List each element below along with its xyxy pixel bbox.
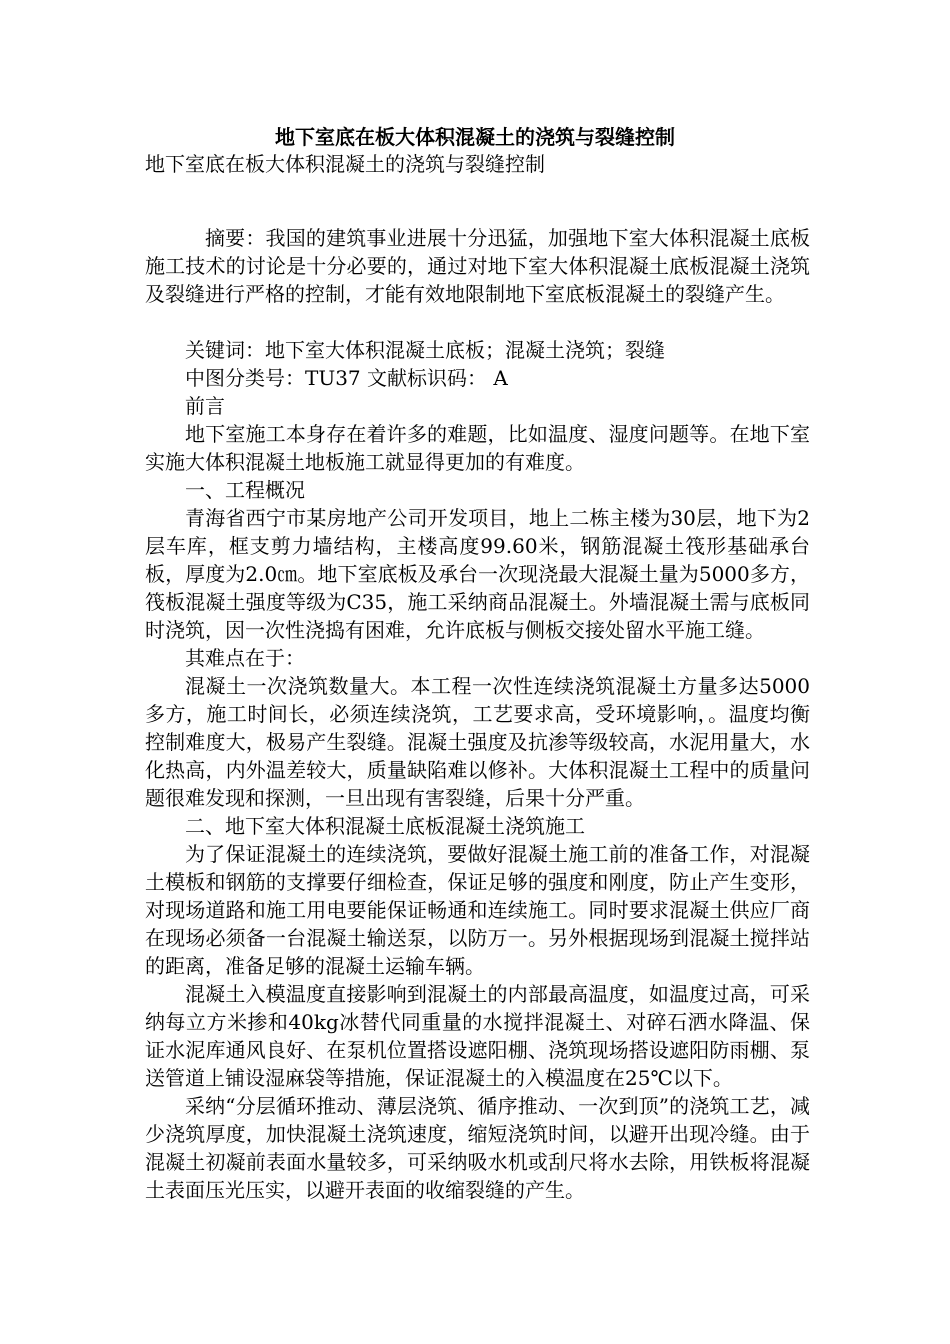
difficulty-paragraph: 混凝土一次浇筑数量大。本工程一次性连续浇筑混凝土方量多达5000多方，施工时间长，必须连续浇筑，工艺要求高，受环境影响，。温度均衡控制难度大，极易产生裂缝。混凝土强度及抗渗等级较高，水泥用量大，水化热高，内外温差较大，质量缺陷难以修补。大体积混凝土工程中的质量问题很难发现和探测，一旦出现有害裂缝，后果十分严重。 [145,674,810,810]
preface-paragraph: 地下室施工本身存在着许多的难题，比如温度、湿度问题等。在地下室实施大体积混凝土地板施工就显得更加的有难度。 [145,422,810,474]
section1-paragraph: 青海省西宁市某房地产公司开发项目，地上二栋主楼为30层，地下为2层车库，框支剪力墙结构，主楼高度99.60米，钢筋混凝土筏形基础承台板，厚度为2.0㎝。地下室底板及承台一次现浇最大混凝土量为5000多方，筏板混凝土强度等级为C35，施工采纳商品混凝土。外墙混凝土需与底板同时浇筑，因一次性浇捣有困难，允许底板与侧板交接处留水平施工缝。 [145,506,810,642]
section2-paragraph-3: 采纳“分层循环推动、薄层浇筑、循序推动、一次到顶”的浇筑工艺，减少浇筑厚度，加快混凝土浇筑速度，缩短浇筑时间，以避开出现冷缝。由于混凝土初凝前表面水量较多，可采纳吸水机或刮尺将水去除，用铁板将混凝土表面压光压实，以避开表面的收缩裂缝的产生。 [145,1094,810,1202]
document-subtitle: 地下室底在板大体积混凝土的浇筑与裂缝控制 [145,152,545,176]
section2-paragraph-2: 混凝土入模温度直接影响到混凝土的内部最高温度，如温度过高，可采纳每立方米掺和40kg冰替代同重量的水搅拌混凝土、对碎石洒水降温、保证水泥库通风良好、在泵机位置搭设遮阳棚、浇筑现场搭设遮阳防雨棚、泵送管道上铺设湿麻袋等措施，保证混凝土的入模温度在25℃以下。 [145,982,810,1090]
keywords-line: 关键词：地下室大体积混凝土底板；混凝土浇筑；裂缝 [185,338,665,362]
document-body [145,196,810,1204]
document-title: 地下室底在板大体积混凝土的浇筑与裂缝控制 [275,125,675,149]
classification-line: 中图分类号：TU37 文献标识码： A [185,366,508,390]
section2-paragraph-1: 为了保证混凝土的连续浇筑，要做好混凝土施工前的准备工作，对混凝土模板和钢筋的支撑要仔细检查，保证足够的强度和刚度，防止产生变形，对现场道路和施工用电要能保证畅通和连续施工。同时要求混凝土供应厂商在现场必须备一台混凝土输送泵，以防万一。另外根据现场到混凝土搅拌站的距离，准备足够的混凝土运输车辆。 [145,842,810,978]
abstract-paragraph: 摘要：我国的建筑事业进展十分迅猛，加强地下室大体积混凝土底板施工技术的讨论是十分必要的，通过对地下室大体积混凝土底板混凝土浇筑及裂缝进行严格的控制，才能有效地限制地下室底板混凝土的裂缝产生。 [145,226,810,306]
preface-heading: 前言 [185,394,225,418]
section2-heading: 二、地下室大体积混凝土底板混凝土浇筑施工 [185,814,585,838]
section1-heading: 一、工程概况 [185,478,305,502]
difficulty-heading: 其难点在于： [185,646,305,670]
